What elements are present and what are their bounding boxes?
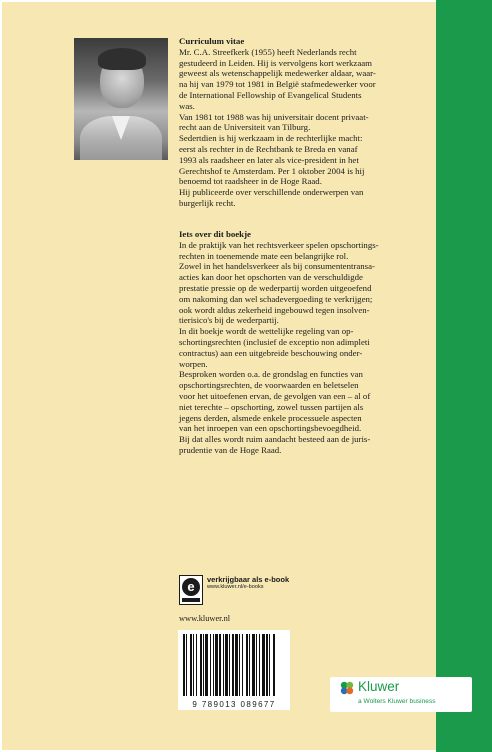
barcode-bar: [205, 634, 208, 696]
barcode-bar: [193, 634, 194, 696]
barcode-bar: [223, 634, 224, 696]
ebook-url[interactable]: www.kluwer.nl/e-books: [207, 584, 264, 590]
ebook-availability: [179, 575, 289, 605]
curriculum-vitae-heading: Curriculum vitae: [179, 36, 245, 46]
barcode-bar: [273, 634, 275, 696]
barcode: [178, 630, 290, 710]
publisher-logo: [330, 677, 472, 712]
barcode-bar: [203, 634, 204, 696]
barcode-bar: [190, 634, 192, 696]
barcode-bar: [256, 634, 257, 696]
barcode-bar: [246, 634, 248, 696]
barcode-bar: [259, 634, 260, 696]
author-photo-hair: [98, 48, 146, 70]
barcode-bar: [196, 634, 197, 696]
ebook-text: [207, 575, 289, 591]
about-book-body: In de praktijk van het rechtsverkeer spelen opschortings- rechten in toenemende mate een belangrijke rol. Zowel in het handelsverkeer als bij consumententransa- acties kan door het opschorten van de verschuldigde prestatie pressie op de wederpartij worden uitgeoefend om nakoming dan wel schadevergoeding te verkrijgen; ook wordt aldus zekerheid ingebouwd tegen insolven- tierisico's bij de wederpartij. In dit boekje wordt de wettelijke regeling van op- schortingsrechten (inclusief de exceptio non adimpleti contractus) aan een uitgebreide beschouwing onder- worpen. Besproken worden o.a. de grondslag en functies van opschortingsrechten, de voorwaarden en beletselen voor het uitoefenen ervan, de gevolgen van een – al of niet terechte – opschorting, zowel tussen partijen als jegens derden, alsmede enkele processuele aspecten van het inroepen van een opschortingsbevoegdheid. Bij dat alles wordt ruim aandacht besteed aan de juris- prudentie van de Hoge Raad.: [179, 239, 379, 455]
barcode-bar: [210, 634, 211, 696]
barcode-bar: [229, 634, 230, 696]
curriculum-vitae-body: Mr. C.A. Streefkerk (1955) heeft Nederlands recht gestudeerd in Leiden. Hij is vervolgens kort werkzaam geweest als wetenschappelijk medewerker aldaar, waar- na hij van 1979 tot 1981 in België stafmedewerker voor de International Fellowship of Evangelical Students was. Van 1981 tot 1988 was hij universitair docent privaat- recht aan de Universiteit van Tilburg. Sedertdien is hij werkzaam in de rechterlijke macht: eerst als rechter in de Rechtbank te Breda en vanaf 1993 als raadsheer en later als vice-president in het Gerechtshof te Amsterdam. Per 1 oktober 2004 is hij benoemd tot raadsheer in de Hoge Raad. Hij publiceerde over verschillende onderwerpen van burgerlijk recht.: [179, 46, 376, 208]
kluwer-logo-icon: [340, 681, 354, 695]
barcode-bar: [266, 634, 268, 696]
barcode-bar: [183, 634, 185, 696]
barcode-bar: [252, 634, 255, 696]
green-spine-strip: [436, 0, 492, 752]
barcode-bar: [200, 634, 202, 696]
publisher-website[interactable]: www.kluwer.nl: [179, 614, 231, 623]
barcode-bar: [213, 634, 214, 696]
barcode-bar: [215, 634, 218, 696]
barcode-bar: [225, 634, 228, 696]
barcode-bar: [186, 634, 187, 696]
e-book-icon: e: [179, 575, 203, 605]
barcode-bar: [242, 634, 243, 696]
about-book-section: [179, 229, 415, 456]
ebook-label: verkrijgbaar als e-book: [207, 575, 290, 584]
barcode-bars: [182, 634, 286, 698]
barcode-bar: [232, 634, 234, 696]
curriculum-vitae-section: [179, 36, 415, 209]
publisher-tagline: a Wolters Kluwer business: [358, 698, 436, 705]
about-book-heading: Iets over dit boekje: [179, 229, 251, 239]
barcode-bar: [239, 634, 240, 696]
isbn-number: 9 789013 089677: [192, 700, 276, 709]
barcode-bar: [219, 634, 221, 696]
barcode-bar: [249, 634, 250, 696]
author-photo: [74, 38, 168, 160]
barcode-bar: [269, 634, 270, 696]
barcode-bar: [235, 634, 238, 696]
publisher-name: Kluwer: [358, 679, 400, 694]
barcode-bar: [262, 634, 265, 696]
